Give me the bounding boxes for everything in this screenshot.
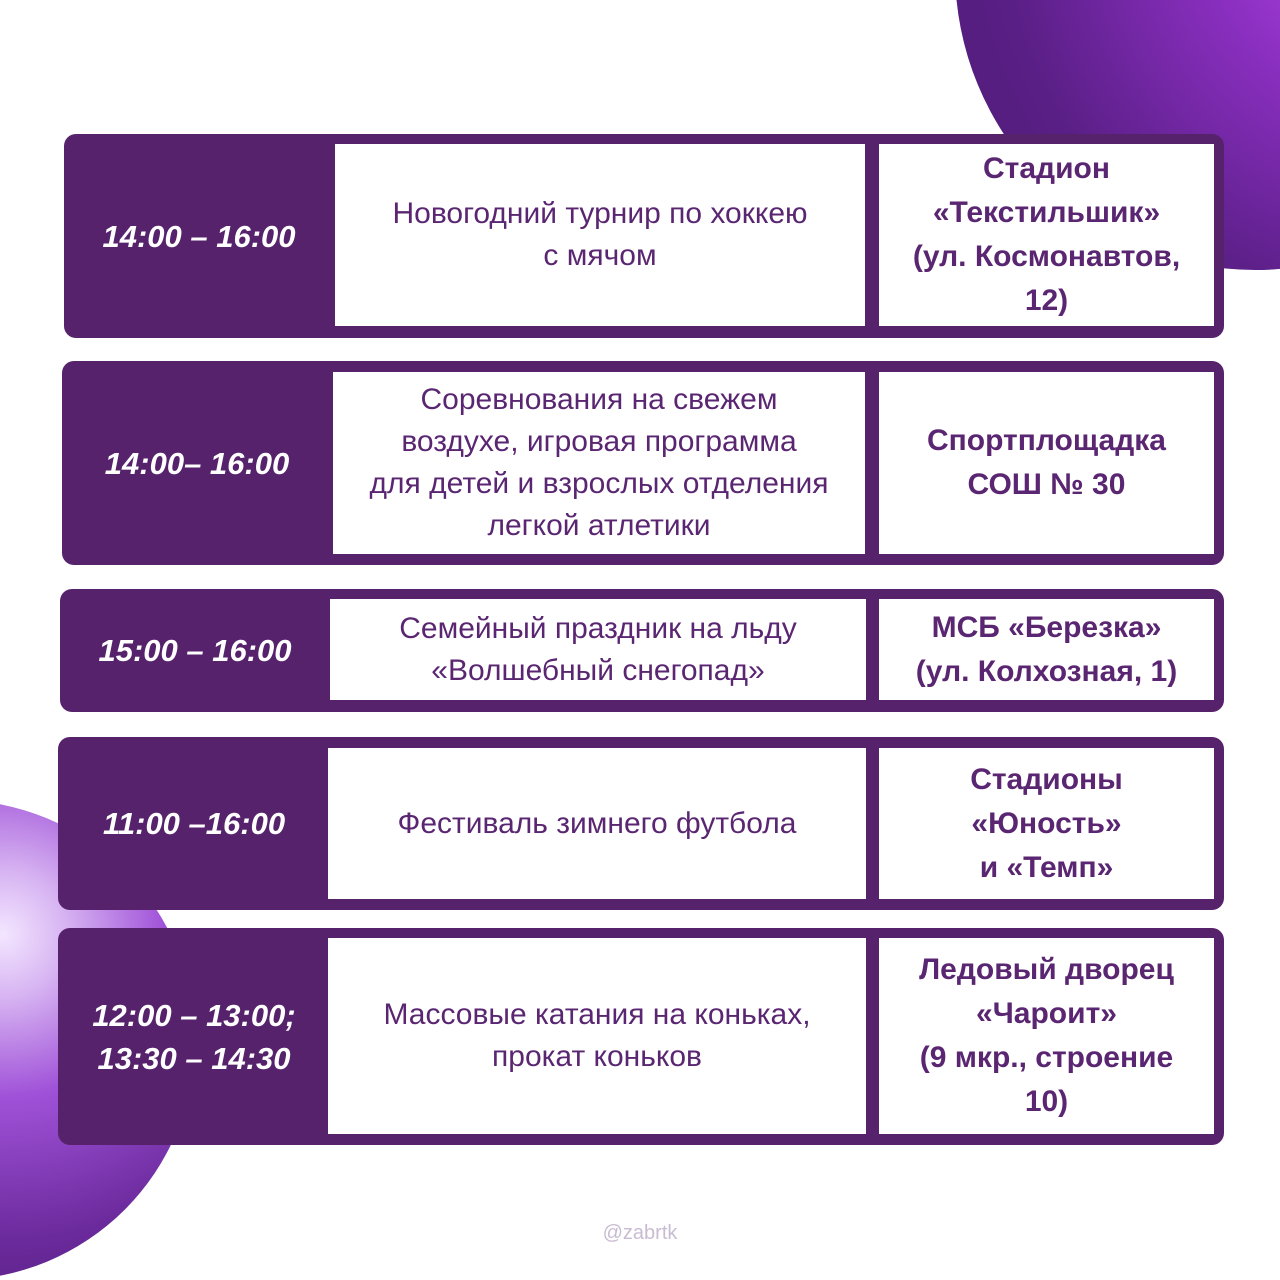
event-title: Семейный праздник на льду «Волшебный снегопад» <box>330 599 866 700</box>
time-label: 11:00 –16:00 <box>102 806 286 841</box>
time-label: 14:00 – 16:00 <box>102 218 296 254</box>
event-title: Соревнования на свежем воздухе, игровая программа для детей и взрослых отделения легкой атлетики <box>333 372 865 554</box>
event-title: Фестиваль зимнего футбола <box>328 748 866 899</box>
event-location: Спортплощадка СОШ № 30 <box>879 372 1214 554</box>
event-title: Массовые катания на коньках, прокат коньков <box>328 938 866 1134</box>
schedule-row <box>60 589 1224 712</box>
time-label: 14:00– 16:00 <box>104 445 290 481</box>
watermark-handle: @zabrtk <box>602 1222 678 1244</box>
event-location: Ледовый дворец «Чароит» (9 мкр., строение 10) <box>879 938 1214 1134</box>
schedule-row <box>62 361 1224 565</box>
schedule-row <box>64 134 1224 338</box>
event-title: Новогодний турнир по хоккею с мячом <box>335 144 865 326</box>
schedule-row <box>58 737 1224 910</box>
time-label: 12:00 – 13:00; 13:30 – 14:30 <box>92 997 296 1076</box>
schedule-row <box>58 928 1224 1145</box>
event-location: Стадионы «Юность» и «Темп» <box>879 748 1214 899</box>
event-location: Стадион «Текстильшик» (ул. Космонавтов, 12) <box>879 144 1214 326</box>
time-label: 15:00 – 16:00 <box>98 633 292 668</box>
event-location: МСБ «Березка» (ул. Колхозная, 1) <box>879 599 1214 700</box>
